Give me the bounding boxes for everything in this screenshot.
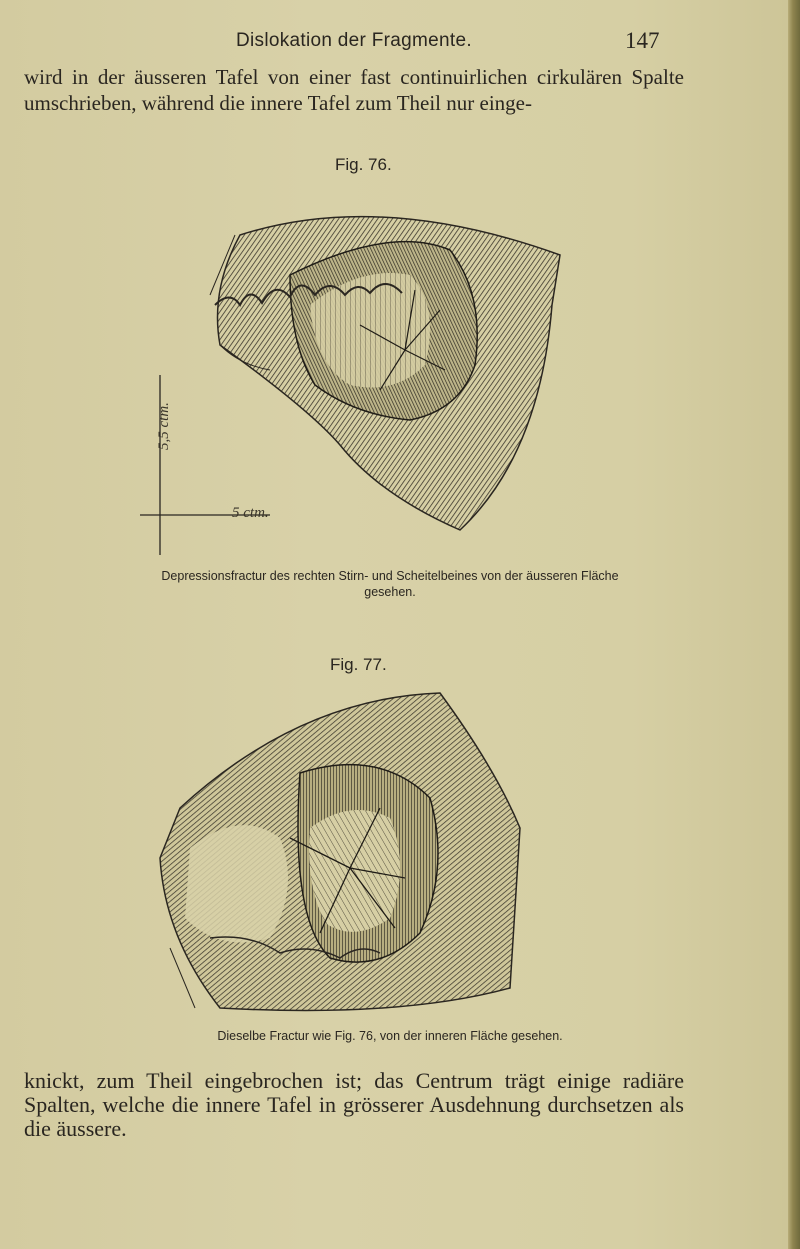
intro-text: wird in der äusseren Tafel von einer fast continuirlichen cirkulären Spalte umschrieben, während die innere Tafel zum Theil nur einge- bbox=[24, 65, 684, 115]
page-number: 147 bbox=[625, 28, 660, 53]
outro-text: knickt, zum Theil eingebrochen ist; das Centrum trägt einige radiäre Spalten, welche die innere Tafel in grösserer Ausdehnung durchsetzen als die äussere. bbox=[24, 1068, 684, 1141]
page-header bbox=[0, 28, 788, 54]
figure-77-label: Fig. 77. bbox=[330, 655, 387, 674]
scale-vertical-label: 5,5 ctm. bbox=[156, 402, 172, 450]
figure-77-caption: Dieselbe Fractur wie Fig. 76, von der inneren Fläche gesehen. bbox=[217, 1029, 563, 1043]
page-edge bbox=[788, 0, 800, 1249]
figure-77-illustration bbox=[150, 688, 530, 1018]
figure-76-caption: Depressionsfractur des rechten Stirn- und Scheitelbeines von der äusseren Fläche gesehen. bbox=[161, 569, 619, 599]
scale-horizontal-label: 5 ctm. bbox=[232, 505, 269, 521]
figure-76-illustration bbox=[140, 195, 580, 560]
intro-paragraph bbox=[24, 64, 684, 116]
outro-paragraph bbox=[24, 1069, 684, 1141]
figure-76-label: Fig. 76. bbox=[335, 155, 392, 174]
running-title: Dislokation der Fragmente. bbox=[236, 30, 472, 51]
